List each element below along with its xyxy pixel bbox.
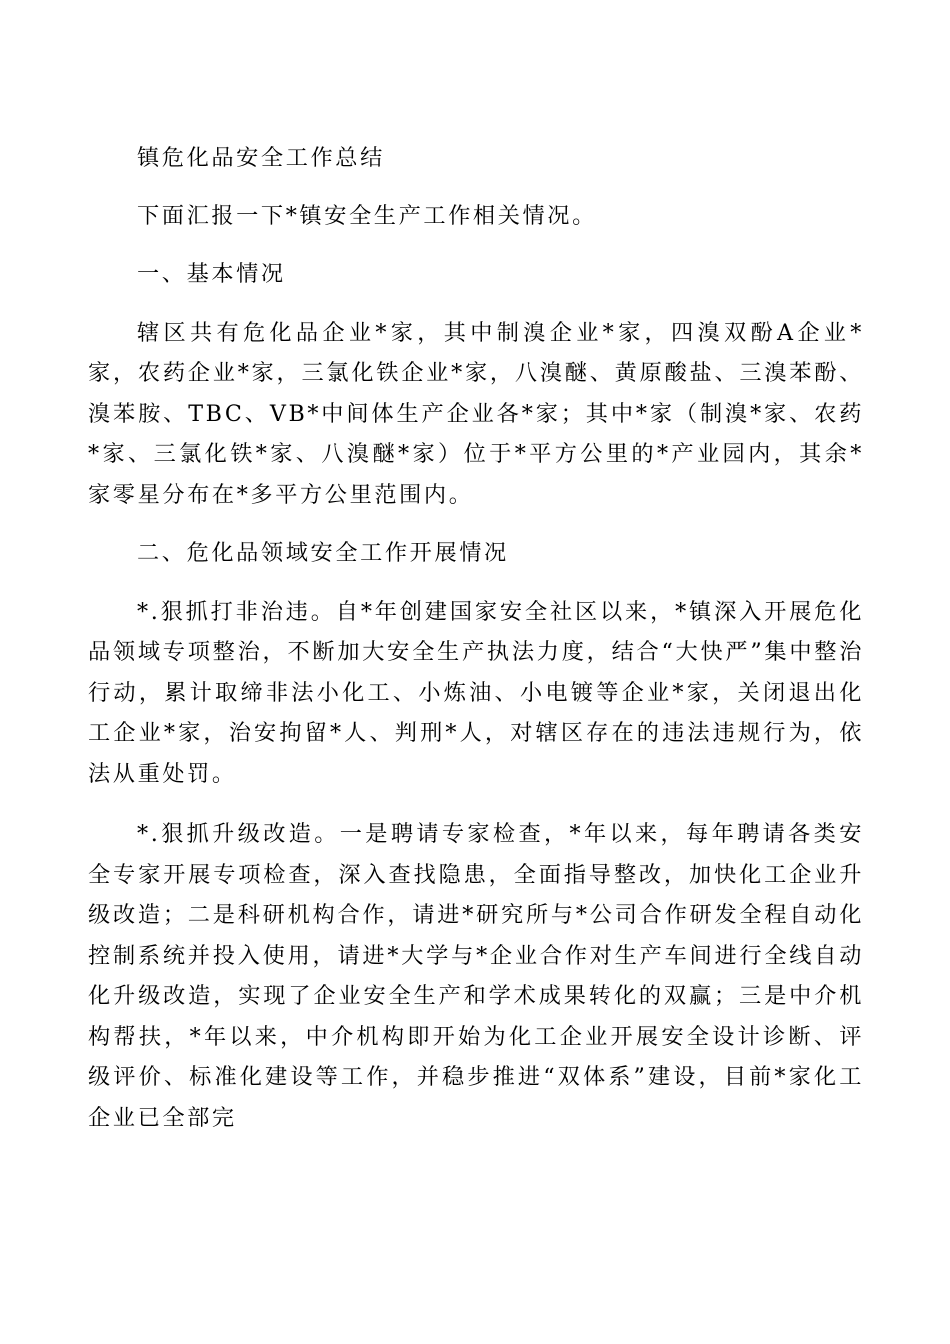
intro-paragraph: 下面汇报一下*镇安全生产工作相关情况。 — [137, 202, 597, 229]
basic-info-paragraph: 辖区共有危化品企业*家，其中制溴企业*家，四溴双酚A企业*家，农药企业*家，三氯化铁企业*家，八溴醚、黄原酸盐、三溴苯酚、溴苯胺、TBC、VB*中间体生产企业各*家；其中*家（制溴*家、农药*家、三氯化铁*家、八溴醚*家）位于*平方公里的*产业园内，其余*家零星分布在*多平方公里范围内。 — [88, 319, 864, 508]
document-page — [88, 138, 864, 1138]
item-upgrade-paragraph: *.狠抓升级改造。一是聘请专家检查，*年以来，每年聘请各类安全专家开展专项检查，深入查找隐患，全面指导整改，加快化工企业升级改造；二是科研机构合作，请进*研究所与*公司合作研发全程自动化控制系统并投入使用，请进*大学与*企业合作对生产车间进行全线自动化升级改造，实现了企业安全生产和学术成果转化的双赢；三是中介机构帮扶，*年以来，中介机构即开始为化工企业开展安全设计诊断、评级评价、标准化建设等工作，并稳步推进“双体系”建设，目前*家化工企业已全部完 — [88, 821, 864, 1131]
section-heading-safety-work: 二、危化品领域安全工作开展情况 — [137, 540, 509, 566]
section-heading-basic-info: 一、基本情况 — [137, 261, 286, 287]
document-title: 镇危化品安全工作总结 — [137, 145, 385, 171]
item-crackdown-paragraph: *.狠抓打非治违。自*年创建国家安全社区以来，*镇深入开展危化品领域专项整治，不断加大安全生产执法力度，结合“大快严”集中整治行动，累计取缔非法小化工、小炼油、小电镀等企业*家，关闭退出化工企业*家，治安拘留*人、判刑*人，对辖区存在的违法违规行为，依法从重处罚。 — [88, 598, 864, 787]
